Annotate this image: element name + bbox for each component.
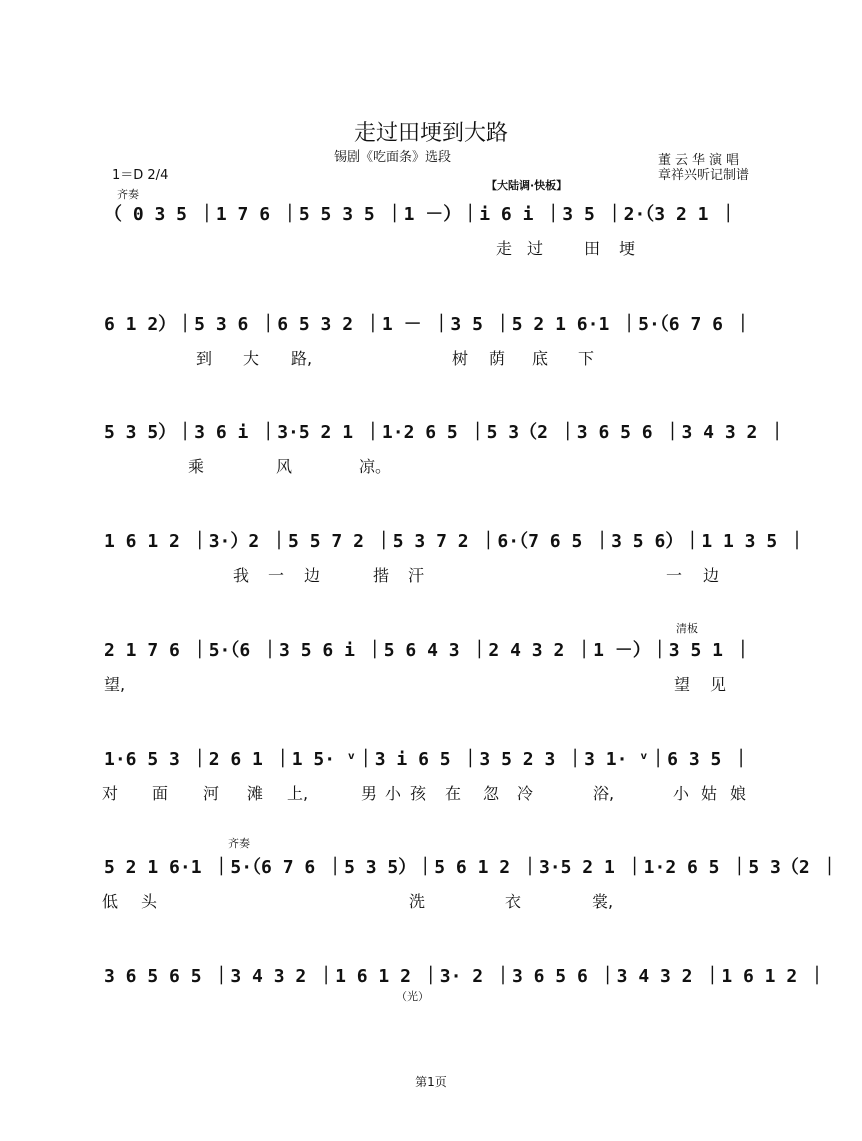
lyric-syllable: 忽 [483, 784, 500, 803]
lyric-syllable: 头 [141, 892, 158, 911]
song-title: 走过田埂到大路 [353, 121, 508, 146]
staff-notes: 3 6 5 6 5 ｜3 4 3 2 ｜1 6 1 2 ｜3· 2 ｜3 6 5 6 ｜3 4 3 2 ｜1 6 1 2 ｜ [104, 966, 827, 987]
lyric-syllable: 乘 [188, 457, 205, 476]
lyric-syllable: 边 [703, 566, 720, 585]
lyric-syllable: 下 [578, 349, 595, 368]
staff-notes: 5 3 5）｜3 6 i ｜3·5 2 1 ｜1·2 6 5 ｜5 3（2 ｜3 6 5 6 ｜3 4 3 2 ｜ [104, 422, 787, 443]
lyric-syllable: 孩 [410, 784, 427, 803]
lyric-syllable: 一 [268, 566, 285, 585]
lyric-syllable: 衣 [505, 892, 522, 911]
staff-notes: 2 1 7 6 ｜5·（6 ｜3 5 6 i ｜5 6 4 3 ｜2 4 3 2 ｜1 －）｜3 5 1 ｜ [104, 640, 752, 661]
lyric-syllable: 上, [287, 784, 309, 803]
staff-notes: 5 2 1 6·1 ｜5·（6 7 6 ｜5 3 5）｜5 6 1 2 ｜3·5 2 1 ｜1·2 6 5 ｜5 3（2 ｜ [104, 857, 839, 878]
lyric-syllable: 田 [584, 239, 601, 258]
lyric-syllable: 到 [196, 349, 213, 368]
lyric-syllable: 河 [203, 784, 220, 803]
staff-notes: 1·6 5 3 ｜2 6 1 ｜1 5· ᵛ｜3 i 6 5 ｜3 5 2 3 ｜3 1· ᵛ｜6 3 5 ｜ [104, 749, 751, 770]
lyric-syllable: 裳, [592, 892, 614, 911]
lyric-syllable: 冷 [517, 784, 534, 803]
lyric-syllable: 凉。 [359, 457, 392, 476]
lyric-syllable: 揩 [373, 566, 390, 585]
performer-credit: 董云华演唱 [658, 153, 744, 168]
lyric-syllable: 荫 [489, 349, 506, 368]
lyric-syllable: 浴, [593, 784, 615, 803]
performance-mark: 齐奏 [117, 188, 139, 201]
song-subtitle: 锡剧《吃面条》选段 [334, 150, 452, 165]
lyric-syllable: 大 [243, 349, 260, 368]
staff-notes: 6 1 2）｜5 3 6 ｜6 5 3 2 ｜1 － ｜3 5 ｜5 2 1 6·1 ｜5·（6 7 6 ｜ [104, 314, 752, 335]
lyric-syllable: 树 [452, 349, 469, 368]
lyric-syllable: 对 [102, 784, 119, 803]
lyric-syllable: 走 [496, 239, 513, 258]
lyric-syllable: 在 [445, 784, 462, 803]
lyric-syllable: 小 [385, 784, 402, 803]
performance-mark: 齐奏 [228, 837, 250, 850]
lyric-syllable: 汗 [408, 566, 425, 585]
performance-mark: 清板 [676, 622, 698, 635]
lyric-syllable: 滩 [247, 784, 264, 803]
lyric-syllable: （光） [396, 990, 429, 1003]
staff-line [0, 622, 862, 756]
staff-line [0, 527, 862, 647]
lyric-syllable: 姑 [701, 784, 718, 803]
staff-notes: （ 0 3 5 ｜1 7 6 ｜5 5 3 5 ｜1 －）｜i 6 i ｜3 5 ｜2·（3 2 1 ｜ [104, 204, 738, 225]
key-signature: 1＝D 2/4 [112, 168, 169, 183]
lyric-syllable: 面 [152, 784, 169, 803]
notator-credit: 章祥兴听记制谱 [658, 168, 750, 183]
staff-line [0, 179, 862, 320]
performance-mark: 【大陆调·快板】 [486, 179, 568, 192]
lyric-syllable: 见 [710, 675, 727, 694]
lyric-syllable: 洗 [409, 892, 426, 911]
lyric-syllable: 男 [361, 784, 378, 803]
lyric-syllable: 路, [291, 349, 313, 368]
lyric-syllable: 埂 [619, 239, 636, 258]
lyric-syllable: 一 [666, 566, 683, 585]
lyric-syllable: 小 [673, 784, 690, 803]
lyric-syllable: 望, [104, 675, 126, 694]
lyric-syllable: 边 [304, 566, 321, 585]
staff-line [0, 418, 862, 538]
page-number: 第1页 [415, 1075, 447, 1089]
staff-notes: 1 6 1 2 ｜3·）2 ｜5 5 7 2 ｜5 3 7 2 ｜6·（7 6 5 ｜3 5 6）｜1 1 3 5 ｜ [104, 531, 807, 552]
lyric-syllable: 娘 [730, 784, 747, 803]
lyric-syllable: 望 [674, 675, 691, 694]
staff-line [0, 962, 862, 1082]
staff-line [0, 837, 862, 973]
lyric-syllable: 风 [276, 457, 293, 476]
lyric-syllable: 底 [532, 349, 549, 368]
staff-line [0, 310, 862, 430]
lyric-syllable: 低 [102, 892, 119, 911]
lyric-syllable: 我 [233, 566, 250, 585]
staff-line [0, 745, 862, 865]
lyric-syllable: 过 [527, 239, 544, 258]
